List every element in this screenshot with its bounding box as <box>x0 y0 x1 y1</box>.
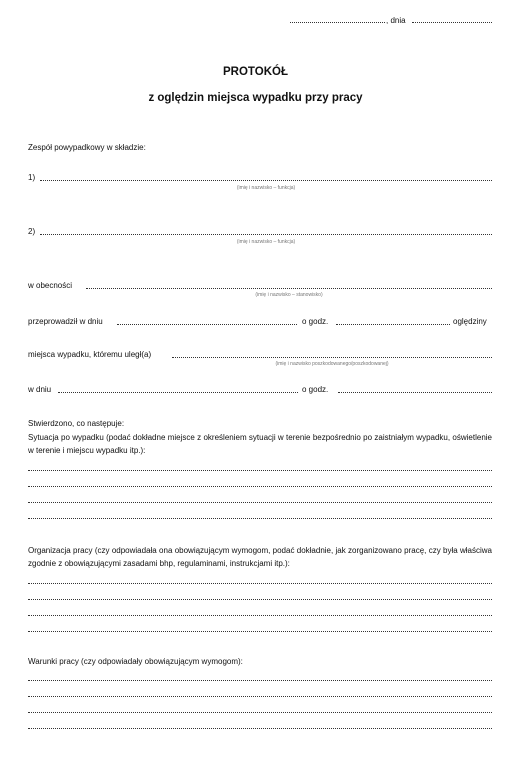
conducted-time-label: o godz. <box>302 317 329 326</box>
organization-line-4[interactable] <box>28 631 492 632</box>
conducted-after-label: oględziny <box>453 317 487 326</box>
conducted-date-field[interactable] <box>117 324 297 325</box>
day-label: w dniu <box>28 385 52 394</box>
presence-caption: (imię i nazwisko – stanowisko) <box>255 292 323 298</box>
organization-line-3[interactable] <box>28 615 492 616</box>
document-title: PROTOKÓŁ <box>223 66 288 78</box>
conducted-time-field[interactable] <box>336 324 450 325</box>
day-date-field[interactable] <box>58 392 298 393</box>
member-2-number: 2) <box>28 227 36 236</box>
presence-label: w obecności <box>28 281 73 290</box>
member-1-field[interactable] <box>40 180 492 181</box>
day-time-field[interactable] <box>338 392 492 393</box>
presence-field[interactable] <box>86 288 492 289</box>
team-label: Zespół powypadkowy w składzie: <box>28 143 146 152</box>
situation-prompt: Sytuacja po wypadku (podać dokładne miejsce z określeniem sytuacji w terenie bezpośrednio po zaistniałym wypadku, oświetlenie w terenie i miejscu wypadku itp.): <box>28 433 492 455</box>
conditions-line-3[interactable] <box>28 712 492 713</box>
situation-line-2[interactable] <box>28 486 492 487</box>
situation-line-4[interactable] <box>28 518 492 519</box>
member-2-field[interactable] <box>40 234 492 235</box>
date-suffix-label: , dnia <box>386 16 406 25</box>
victim-caption: (imię i nazwisko poszkodowanego/poszkodowanej) <box>275 361 389 367</box>
place-field[interactable] <box>290 22 385 23</box>
findings-intro: Stwierdzono, co następuje: <box>28 419 125 428</box>
date-field[interactable] <box>412 22 492 23</box>
conditions-prompt: Warunki pracy (czy odpowiadały obowiązującym wymogom): <box>28 657 243 666</box>
organization-line-1[interactable] <box>28 583 492 584</box>
situation-line-1[interactable] <box>28 470 492 471</box>
conditions-line-4[interactable] <box>28 728 492 729</box>
conditions-line-2[interactable] <box>28 696 492 697</box>
day-time-label: o godz. <box>302 385 329 394</box>
organization-prompt: Organizacja pracy (czy odpowiadała ona obowiązującym wymogom, podać dokładnie, jak zorganizowano pracę, czy była właściwa zgodnie z obowiązującymi zasadami bhp, regulaminami, instrukcjami itp.): <box>28 546 492 568</box>
conditions-line-1[interactable] <box>28 680 492 681</box>
victim-field[interactable] <box>172 357 492 358</box>
member-1-caption: (imię i nazwisko – funkcja) <box>236 185 296 191</box>
place-label: miejsca wypadku, któremu uległ(a) <box>28 350 152 359</box>
conducted-label: przeprowadził w dniu <box>28 317 103 326</box>
member-1-number: 1) <box>28 173 36 182</box>
organization-line-2[interactable] <box>28 599 492 600</box>
document-subtitle: z oględzin miejsca wypadku przy pracy <box>148 92 363 104</box>
situation-line-3[interactable] <box>28 502 492 503</box>
member-2-caption: (imię i nazwisko – funkcja) <box>236 239 296 245</box>
